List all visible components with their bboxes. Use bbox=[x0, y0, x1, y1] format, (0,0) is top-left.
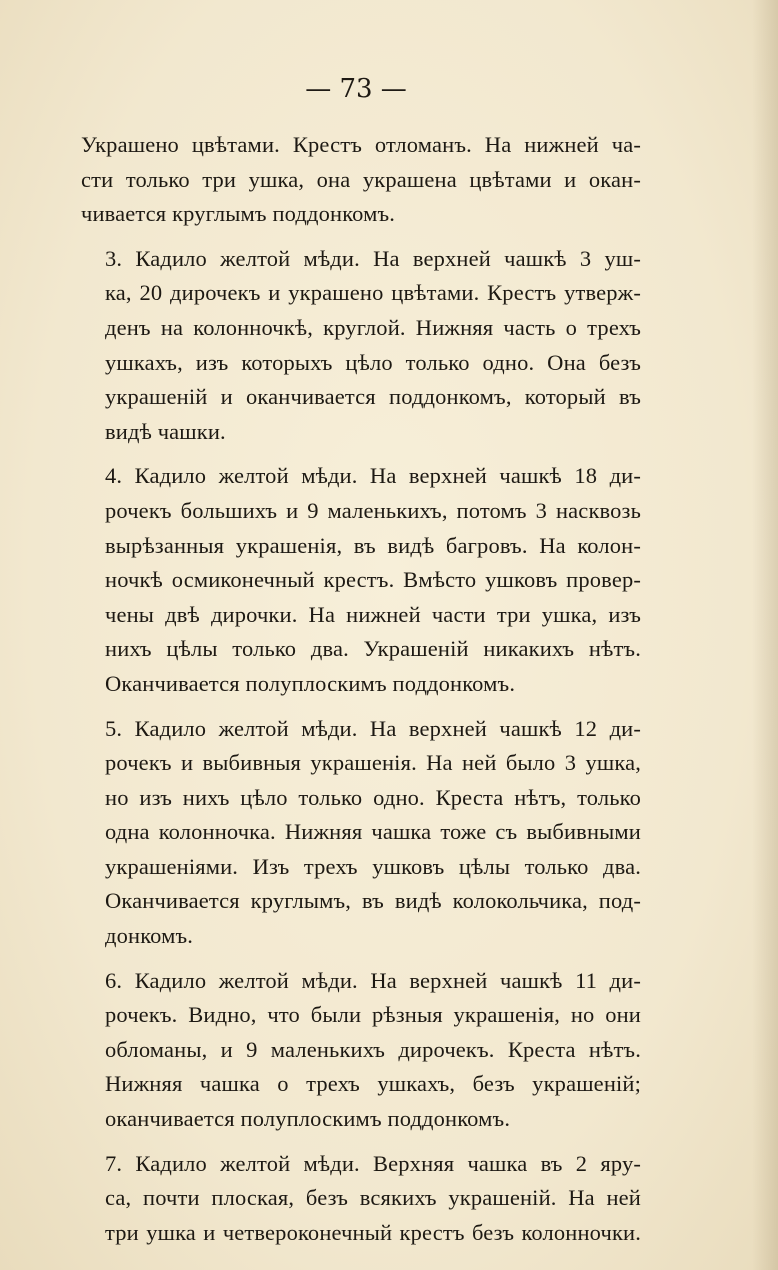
text-line: ушкахъ, изъ которыхъ цѣло только одно. Она безъ bbox=[105, 349, 641, 375]
text-line: но изъ нихъ цѣло только одно. Креста нѣтъ, только bbox=[105, 784, 641, 810]
text-line: рочекъ большихъ и 9 маленькихъ, потомъ 3 насквозь bbox=[105, 497, 641, 523]
paragraph-continuation bbox=[81, 128, 641, 232]
page-number: — 73 — bbox=[305, 74, 407, 104]
text-line: украшеніями. Изъ трехъ ушковъ цѣлы только два. bbox=[105, 853, 641, 879]
text-line: Нижняя чашка о трехъ ушкахъ, безъ украшеній; bbox=[105, 1071, 641, 1097]
paragraph-item-4 bbox=[81, 459, 641, 701]
text-line: са, почти плоская, безъ всякихъ украшеній. На ней bbox=[105, 1185, 641, 1211]
text-line: сти только три ушка, она украшена цвѣтами и окан- bbox=[81, 166, 641, 192]
text-line: чены двѣ дирочки. На нижней части три ушка, изъ bbox=[105, 601, 641, 627]
text-line: Оканчивается круглымъ, въ видѣ колокольчика, под- bbox=[105, 888, 641, 914]
text-line: 7. Кадило желтой мѣди. Верхняя чашка въ 2 яру- bbox=[105, 1150, 641, 1176]
text-line: вырѣзанныя украшенія, въ видѣ багровъ. На колон- bbox=[105, 532, 641, 558]
page-body-text bbox=[81, 128, 641, 1260]
text-line: три ушка и четвероконечный крестъ безъ колонночки. bbox=[105, 1219, 641, 1245]
text-line: одна колонночка. Нижняя чашка тоже съ выбивными bbox=[105, 819, 641, 845]
text-line: Украшено цвѣтами. Крестъ отломанъ. На нижней ча- bbox=[81, 132, 641, 157]
paragraph-item-5 bbox=[81, 712, 641, 954]
text-line: рочекъ и выбивныя украшенія. На ней было 3 ушка, bbox=[105, 750, 641, 776]
text-line: чивается круглымъ поддонкомъ. bbox=[81, 201, 396, 227]
text-line: 3. Кадило желтой мѣди. На верхней чашкѣ 3 уш- bbox=[105, 245, 641, 271]
paragraph-item-3 bbox=[81, 242, 641, 450]
text-line: 6. Кадило желтой мѣди. На верхней чашкѣ 11 ди- bbox=[105, 967, 641, 993]
text-line: денъ на колонночкѣ, круглой. Нижняя часть о трехъ bbox=[105, 314, 641, 340]
text-line: Оканчивается полуплоскимъ поддонкомъ. bbox=[105, 670, 516, 696]
text-line: видѣ чашки. bbox=[105, 418, 226, 444]
text-line: оканчивается полуплоскимъ поддонкомъ. bbox=[105, 1106, 511, 1132]
text-line: нихъ цѣлы только два. Украшеній никакихъ нѣтъ. bbox=[105, 636, 641, 662]
paragraph-item-6 bbox=[81, 964, 641, 1137]
text-line: украшеній и оканчивается поддонкомъ, который въ bbox=[105, 384, 641, 410]
text-line: обломаны, и 9 маленькихъ дирочекъ. Креста нѣтъ. bbox=[105, 1036, 641, 1062]
paragraph-item-7 bbox=[81, 1147, 641, 1251]
text-line: 4. Кадило желтой мѣди. На верхней чашкѣ 18 ди- bbox=[105, 463, 641, 489]
text-line: рочекъ. Видно, что были рѣзныя украшенія, но они bbox=[105, 1002, 641, 1028]
text-line: 5. Кадило желтой мѣди. На верхней чашкѣ 12 ди- bbox=[105, 715, 641, 741]
text-line: ка, 20 дирочекъ и украшено цвѣтами. Крестъ утверж- bbox=[105, 280, 641, 306]
text-line: донкомъ. bbox=[105, 923, 194, 949]
page-edge-shadow bbox=[752, 0, 778, 1270]
text-line: ночкѣ осмиконечный крестъ. Вмѣсто ушковъ провер- bbox=[105, 567, 641, 593]
